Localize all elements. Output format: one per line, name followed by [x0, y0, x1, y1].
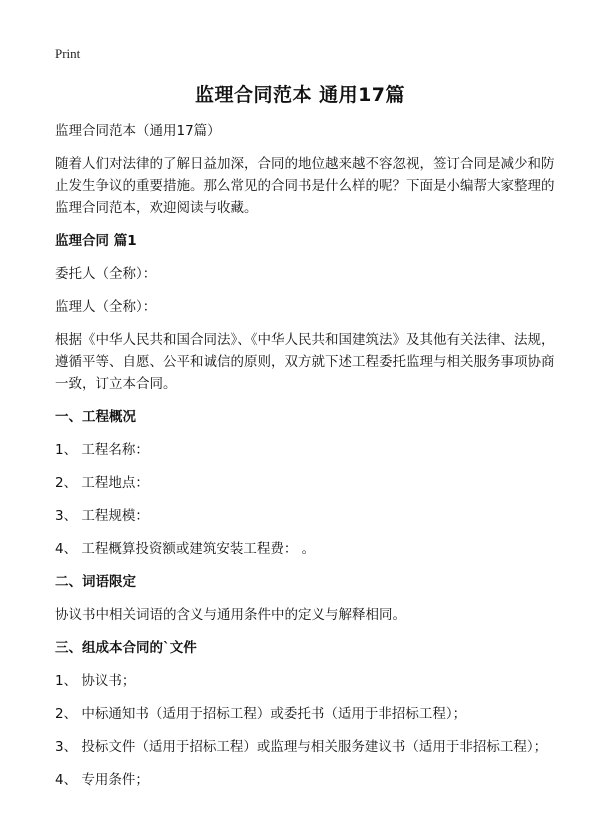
- part1-item: 2、 工程地点：: [55, 475, 149, 491]
- part2-text: 协议书中相关词语的含义与通用条件中的定义与解释相同。: [55, 607, 406, 623]
- part3-item: 1、 协议书；: [55, 673, 136, 689]
- part3-heading: 三、组成本合同的`文件: [55, 640, 197, 656]
- document-body: [55, 120, 555, 791]
- part3-item: 3、 投标文件（适用于招标工程）或监理与相关服务建议书（适用于非招标工程）；: [55, 739, 548, 755]
- client-line: 委托人（全称）：: [55, 266, 157, 282]
- document-subtitle: 监理合同范本（通用17篇）: [55, 123, 221, 139]
- part1-item: 4、 工程概算投资额或建筑安装工程费： 。: [55, 541, 316, 557]
- part3-item: 4、 专用条件；: [55, 772, 149, 788]
- part1-heading: 一、工程概况: [55, 409, 136, 425]
- section-title: 监理合同 篇1: [55, 233, 137, 249]
- basis-paragraph: 根据《中华人民共和国合同法》、《中华人民共和国建筑法》及其他有关法律、法规，遵循平等、自愿、公平和诚信的原则，双方就下述工程委托监理与相关服务事项协商一致，订立本合同。: [55, 332, 555, 392]
- part3-item: 2、 中标通知书（适用于招标工程）或委托书（适用于非招标工程）；: [55, 706, 467, 722]
- supervisor-line: 监理人（全称）：: [55, 299, 157, 315]
- part1-item: 1、 工程名称：: [55, 442, 149, 458]
- print-label: Print: [55, 46, 81, 61]
- intro-paragraph: 随着人们对法律的了解日益加深，合同的地位越来越不容忽视，签订合同是减少和防止发生争议的重要措施。那么常见的合同书是什么样的呢？下面是小编帮大家整理的监理合同范本，欢迎阅读与收藏。: [55, 156, 555, 216]
- part1-item: 3、 工程规模：: [55, 508, 149, 524]
- part2-heading: 二、词语限定: [55, 574, 136, 590]
- document-title: 监理合同范本 通用17篇: [194, 84, 406, 106]
